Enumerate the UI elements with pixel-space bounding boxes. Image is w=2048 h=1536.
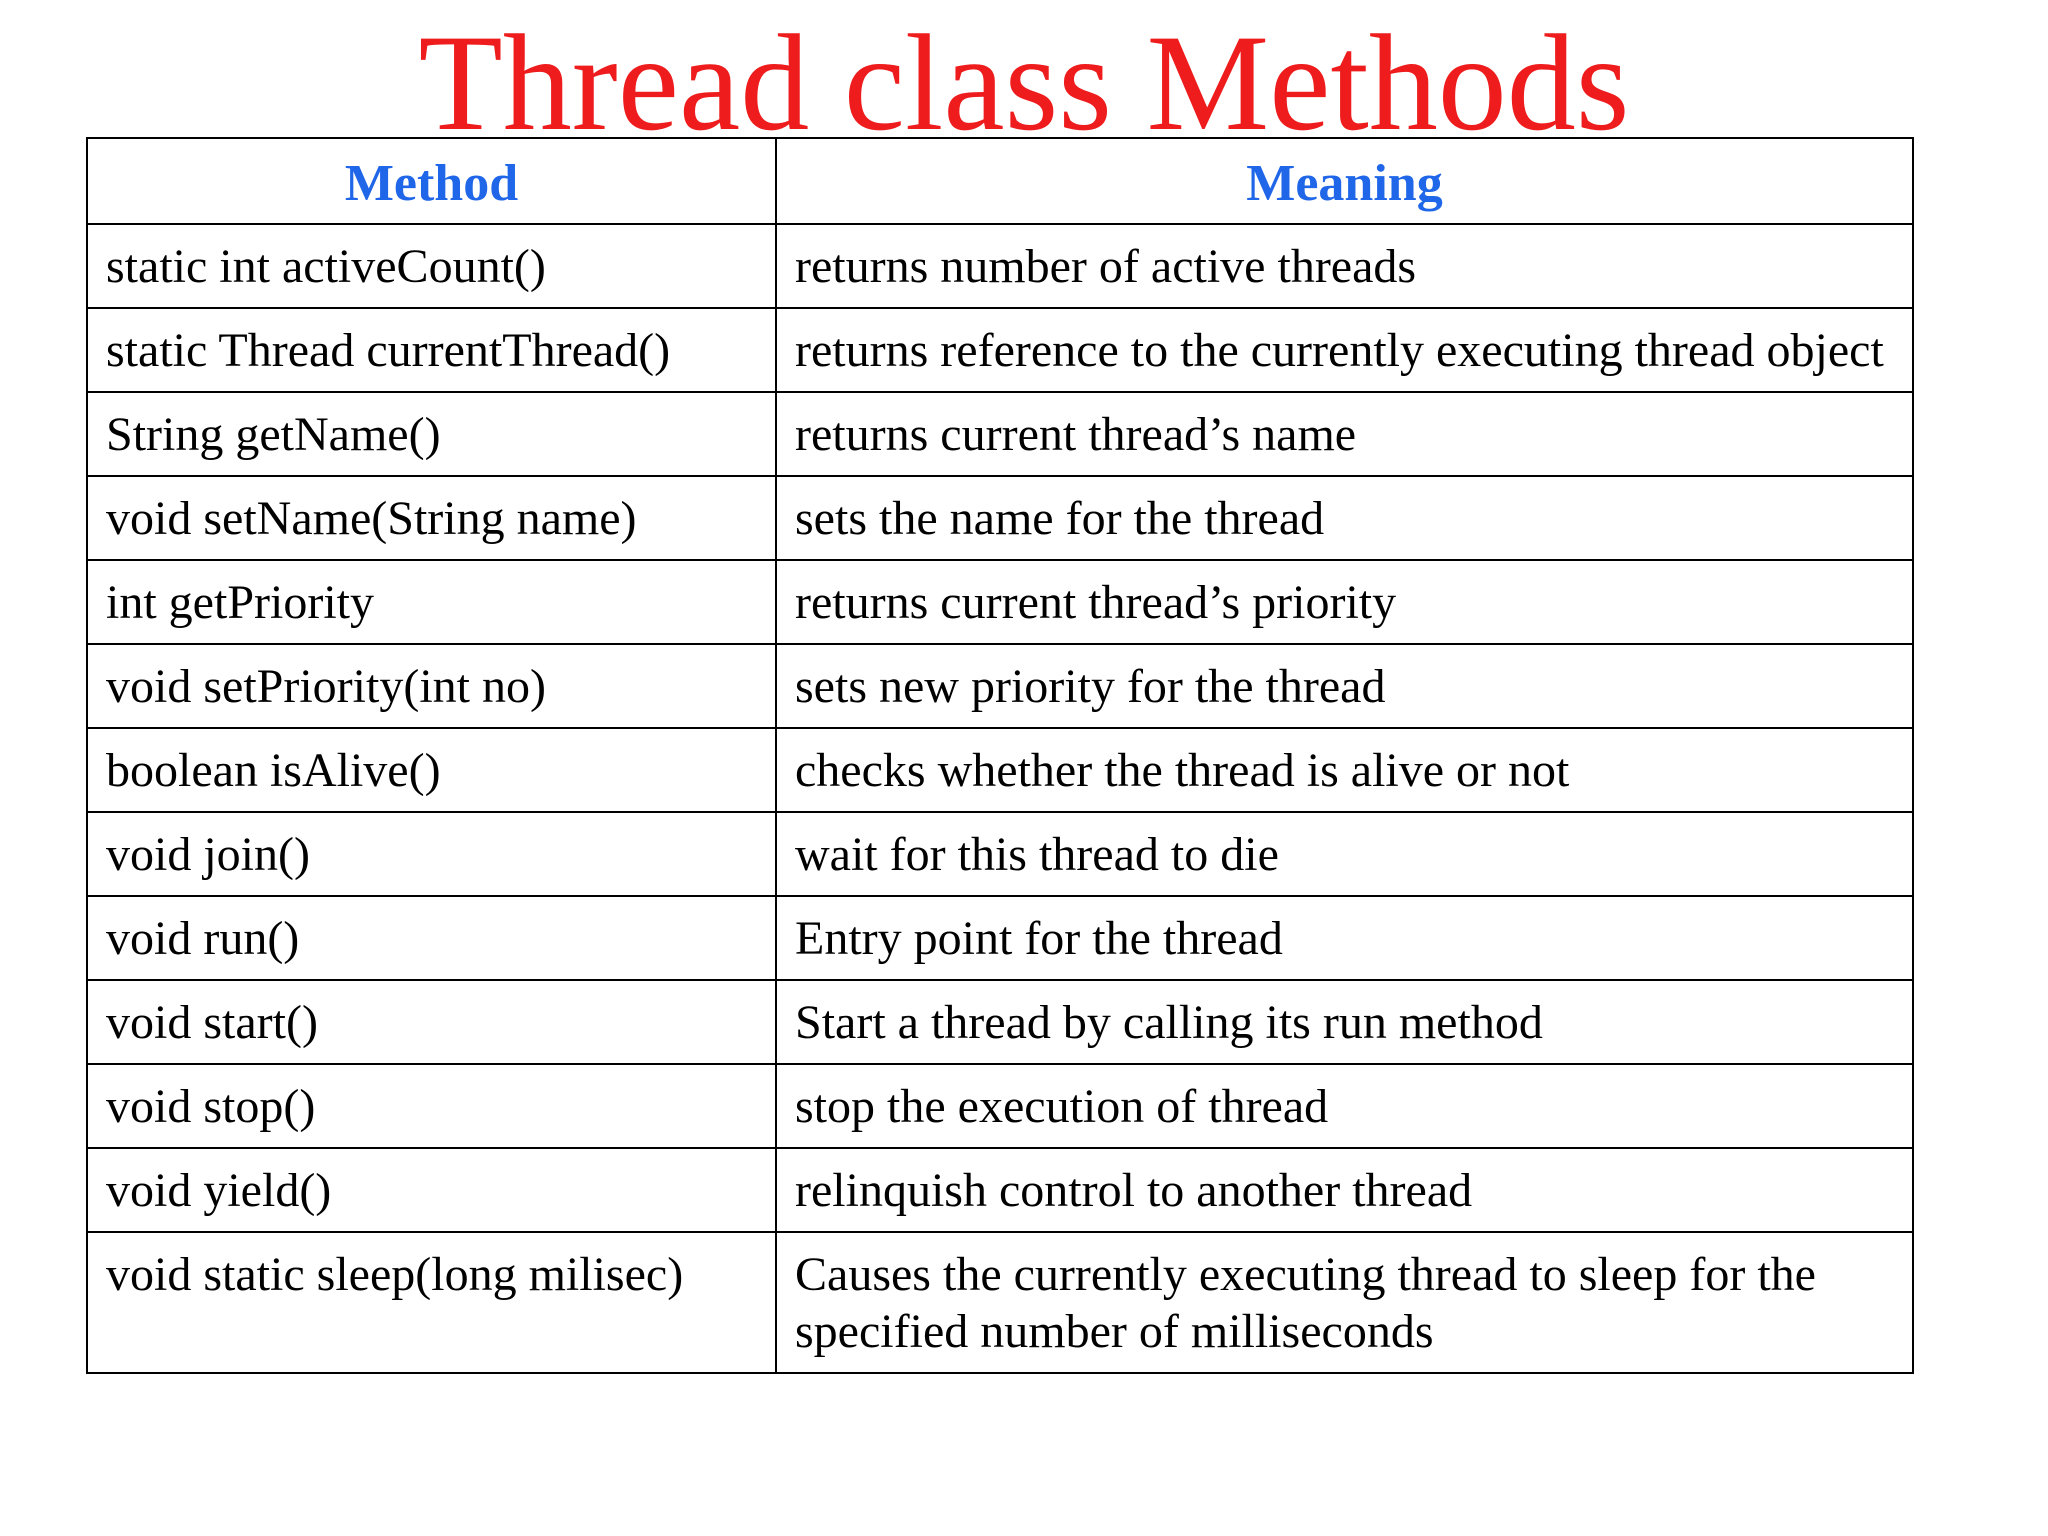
meaning-cell: sets new priority for the thread: [776, 644, 1913, 728]
method-cell: void static sleep(long milisec): [87, 1232, 776, 1373]
meaning-cell: stop the execution of thread: [776, 1064, 1913, 1148]
slide-title: Thread class Methods: [418, 6, 1630, 159]
method-cell: int getPriority: [87, 560, 776, 644]
method-cell: String getName(): [87, 392, 776, 476]
table-row: [87, 812, 1913, 896]
table-row: [87, 980, 1913, 1064]
table-row: [87, 896, 1913, 980]
method-cell: void yield(): [87, 1148, 776, 1232]
method-cell: void stop(): [87, 1064, 776, 1148]
meaning-cell: sets the name for the thread: [776, 476, 1913, 560]
meaning-cell: returns reference to the currently executing thread object: [776, 308, 1913, 392]
meaning-cell: returns number of active threads: [776, 224, 1913, 308]
table-row: [87, 308, 1913, 392]
table-row: [87, 644, 1913, 728]
table-header-row: [87, 138, 1913, 224]
method-cell: void join(): [87, 812, 776, 896]
meaning-cell: Start a thread by calling its run method: [776, 980, 1913, 1064]
header-method: Method: [87, 138, 776, 224]
method-cell: void setPriority(int no): [87, 644, 776, 728]
table-row: [87, 1148, 1913, 1232]
table-row: [87, 476, 1913, 560]
meaning-cell: Entry point for the thread: [776, 896, 1913, 980]
table-row: [87, 728, 1913, 812]
method-cell: static int activeCount(): [87, 224, 776, 308]
meaning-cell: returns current thread’s priority: [776, 560, 1913, 644]
table-row: [87, 1064, 1913, 1148]
method-cell: void start(): [87, 980, 776, 1064]
method-cell: void setName(String name): [87, 476, 776, 560]
thread-methods-table: [86, 137, 1914, 1374]
header-meaning: Meaning: [776, 138, 1913, 224]
table-row: [87, 392, 1913, 476]
meaning-cell: wait for this thread to die: [776, 812, 1913, 896]
table-row: [87, 560, 1913, 644]
meaning-cell: relinquish control to another thread: [776, 1148, 1913, 1232]
table-row: [87, 1232, 1913, 1373]
meaning-cell: returns current thread’s name: [776, 392, 1913, 476]
method-cell: boolean isAlive(): [87, 728, 776, 812]
meaning-cell: Causes the currently executing thread to sleep for the specified number of milliseconds: [776, 1232, 1913, 1373]
meaning-cell: checks whether the thread is alive or not: [776, 728, 1913, 812]
table-row: [87, 224, 1913, 308]
method-cell: void run(): [87, 896, 776, 980]
method-cell: static Thread currentThread(): [87, 308, 776, 392]
